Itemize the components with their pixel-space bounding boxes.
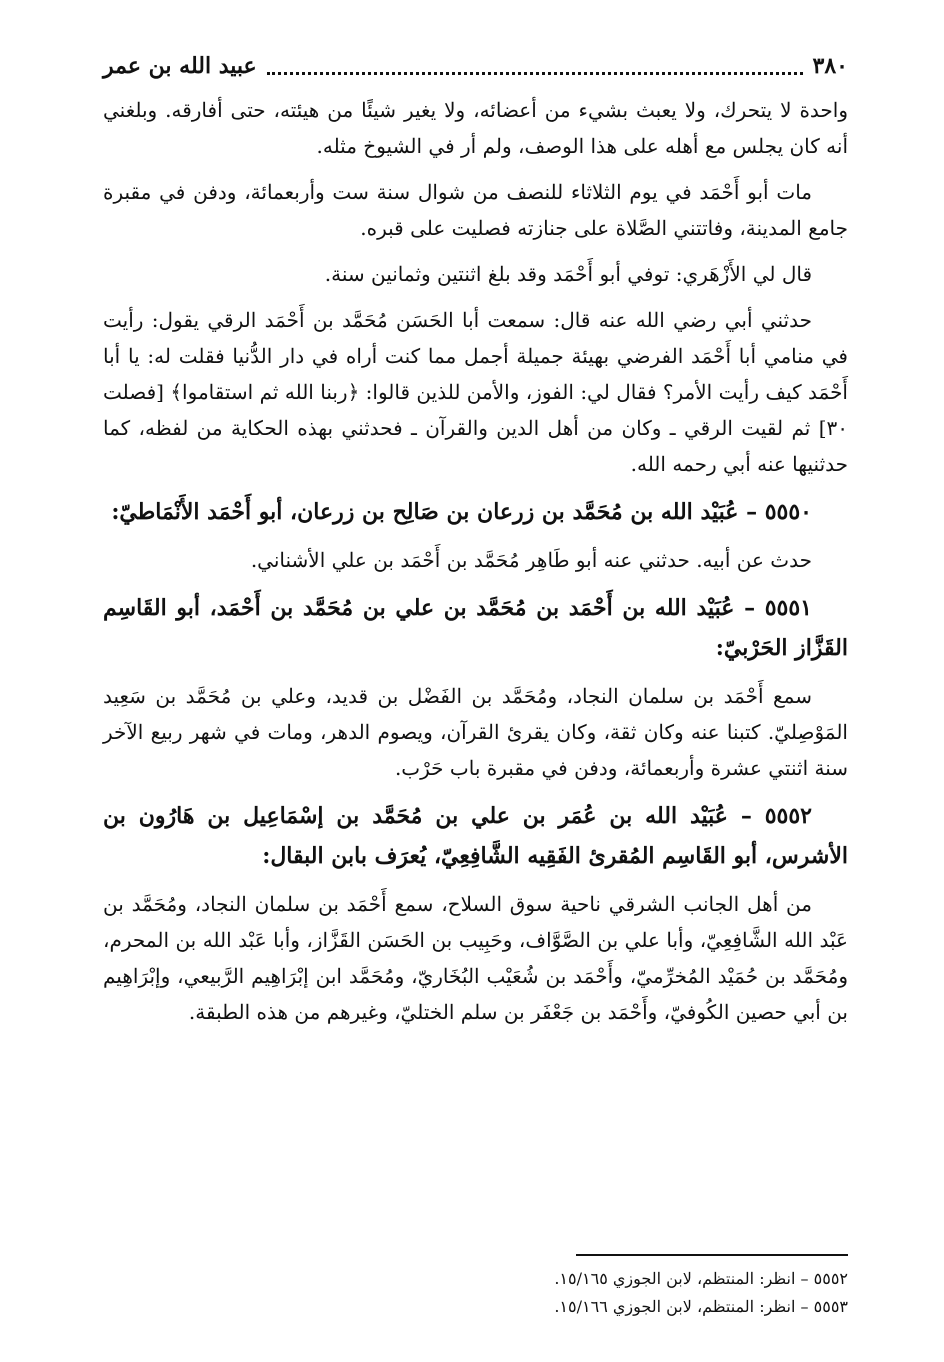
page-body [103,92,848,1040]
entry-title-5552: ٥٥٥٢ – عُبَيْد الله بن عُمَر بن علي بن مُحَمَّد بن إسْمَاعِيل بن هَارُون بن الأشرس، أبو القَاسِم المُقرئ الفَقِيه الشَّافِعِيّ، يُعرَف بابن البقال: [103,803,848,869]
entry-text-5551: سمع أَحْمَد بن سلمان النجاد، ومُحَمَّد بن الفَضْل بن قديد، وعلي بن مُحَمَّد بن سَعِيد المَوْصِليّ. كتبنا عنه وكان ثقة، وكان يقرئ القرآن، ويصوم الدهر، ومات في شهر ربيع الآخر سنة اثنتي عشرة وأربعمائة، ودفن في مقبرة باب حَرْب. [103,684,848,780]
footnote: ٥٥٥٣ – انظر: المنتظم، لابن الجوزي ١٥/١٦٦. [554,1297,848,1316]
page-number: ٣٨٠ [812,53,848,79]
paragraph: حدثني أبي رضي الله عنه قال: سمعت أبا الحَسَن مُحَمَّد بن أَحْمَد الرقي يقول: رأيت في منامي أبا أَحْمَد الفرضي بهيئة جميلة أجمل مما كنت أراه في دار الدُّنيا فقلت له: يا أبا أَحْمَد كيف رأيت الأمر؟ فقال لي: الفوز، والأمن للذين قالوا: ﴿ربنا الله ثم استقاموا﴾ [فصلت ٣٠] ثم لقيت الرقي ـ وكان من أهل الدين والقرآن ـ فحدثني بهذه الحكاية من لفظه، كما حدثنيها عنه أبي رحمه الله. [103,308,848,476]
page-header [103,46,848,86]
entry-title-5550: ٥٥٥٠ – عُبَيْد الله بن مُحَمَّد بن زرعان بن صَالِح بن زرعان، أبو أَحْمَد الأَنْمَاطيّ: [111,499,812,525]
entry-text-5550: حدث عن أبيه. حدثني عنه أبو طَاهِر مُحَمَّد بن أَحْمَد بن علي الأشناني. [250,548,812,572]
footnote: ٥٥٥٢ – انظر: المنتظم، لابن الجوزي ١٥/١٦٥. [554,1269,848,1288]
header-dotted-leader [267,58,803,75]
footnote-separator [576,1254,848,1256]
paragraph: مات أبو أَحْمَد في يوم الثلاثاء للنصف من شوال سنة ست وأربعمائة، ودفن في مقبرة جامع المدينة، وفاتتني الصَّلاة على جنازته فصليت على قبره. [103,180,848,240]
entry-text-5552: من أهل الجانب الشرقي ناحية سوق السلاح، سمع أَحْمَد بن سلمان النجاد، ومُحَمَّد بن عَبْد الله الشَّافِعِيّ، وأبا علي بن الصَّوَّاف، وحَبِيب بن الحَسَن القَزَّاز، وأبا عَبْد الله بن المحرم، ومُحَمَّد بن حُمَيْد المُخرِّميّ، وأَحْمَد بن شُعَيْب البُخَاريّ، ومُحَمَّد ابن إبْرَاهِيم الرَّبيعي، وإبْرَاهِيم بن أبي حصين الكُوفيّ، وأَحْمَد بن جَعْفَر بن سلم الختليّ، وغيرهم من هذه الطبقة. [103,892,848,1024]
running-title: عبيد الله بن عمر [103,53,257,79]
paragraph: واحدة لا يتحرك، ولا يعبث بشيء من أعضائه، ولا يغير شيئًا من هيئته، حتى أفارقه. وبلغني أنه كان يجلس مع أهله على هذا الوصف، ولم أر في الشيوخ مثله. [103,98,848,158]
paragraph: قال لي الأَزْهَري: توفي أبو أَحْمَد وقد بلغ اثنتين وثمانين سنة. [324,262,812,286]
footnotes [103,1265,848,1321]
entry-title-5551: ٥٥٥١ – عُبَيْد الله بن أَحْمَد بن مُحَمَّد بن علي بن مُحَمَّد بن أَحْمَد، أبو القَاسِم القَزَّاز الحَرْبيّ: [103,595,848,661]
